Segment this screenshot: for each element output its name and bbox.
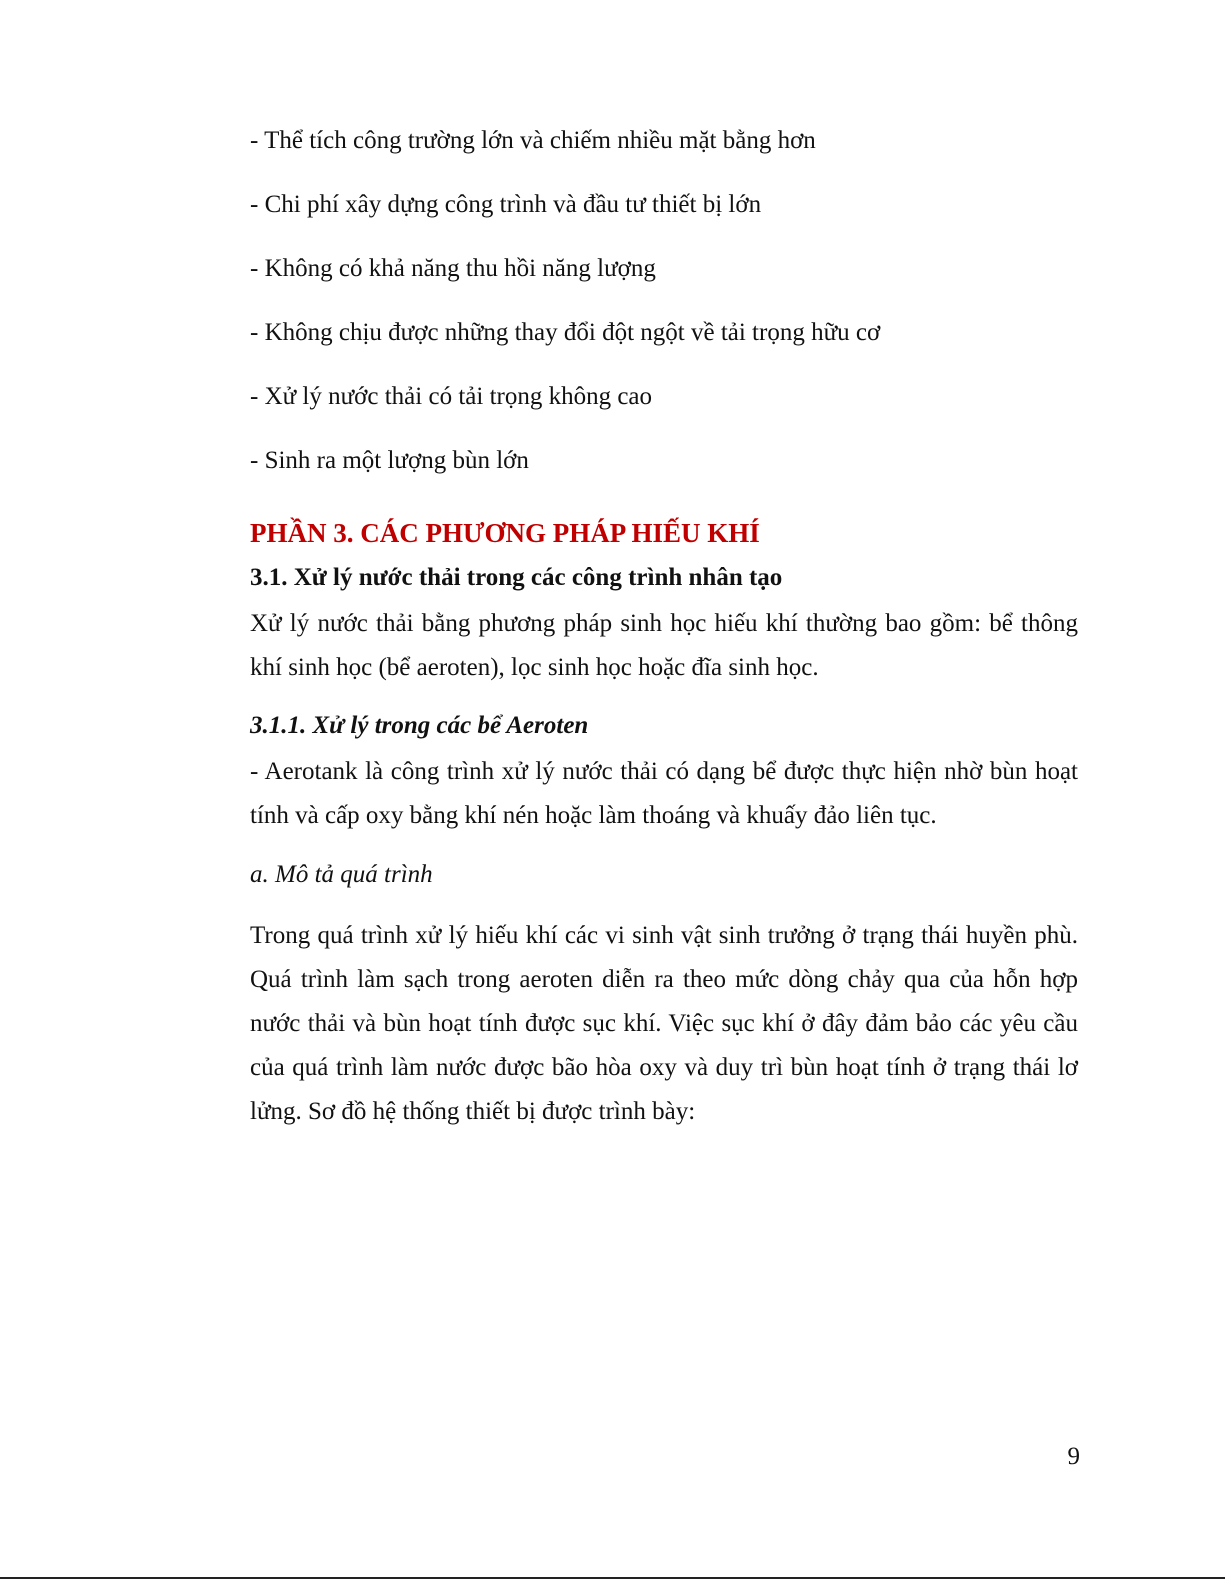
bullet-item: - Xử lý nước thải có tải trọng không cao bbox=[250, 383, 653, 410]
bullet-item: - Sinh ra một lượng bùn lớn bbox=[250, 447, 529, 474]
section-title: PHẦN 3. CÁC PHƯƠNG PHÁP HIẾU KHÍ bbox=[250, 518, 760, 548]
bullet-item: - Thể tích công trường lớn và chiếm nhiều mặt bằng hơn bbox=[250, 127, 816, 154]
subsubsection-title: 3.1.1. Xử lý trong các bể Aeroten bbox=[250, 712, 589, 739]
bullet-item: - Không có khả năng thu hồi năng lượng bbox=[250, 255, 656, 282]
subsubsection-description-paragraph: - Aerotank là công trình xử lý nước thải có dạng bể được thực hiện nhờ bùn hoạt tính và cấp oxy bằng khí nén hoặc làm thoáng và khuấy đảo liên tục. bbox=[250, 758, 1078, 829]
item-a-body-paragraph: Trong quá trình xử lý hiếu khí các vi sinh vật sinh trưởng ở trạng thái huyền phù. Quá trình làm sạch trong aeroten diễn ra theo mức dòng chảy qua của hỗn hợp nước thải và bùn hoạt tính được sục khí. Việc sục khí ở đây đảm bảo các yêu cầu của quá trình làm nước được bão hòa oxy và duy trì bùn hoạt tính ở trạng thái lơ lửng. Sơ đồ hệ thống thiết bị được trình bày: bbox=[250, 922, 1078, 1125]
page-content bbox=[250, 126, 1078, 1134]
item-a-title: a. Mô tả quá trình bbox=[250, 861, 433, 888]
page-number: 9 bbox=[1067, 1443, 1080, 1470]
subsection-title: 3.1. Xử lý nước thải trong các công trình nhân tạo bbox=[250, 564, 783, 591]
subsection-intro-paragraph: Xử lý nước thải bằng phương pháp sinh học hiếu khí thường bao gồm: bể thông khí sinh học (bể aeroten), lọc sinh học hoặc đĩa sinh học. bbox=[250, 610, 1078, 681]
bullet-item: - Không chịu được những thay đổi đột ngột về tải trọng hữu cơ bbox=[250, 319, 881, 346]
bullet-item: - Chi phí xây dựng công trình và đầu tư thiết bị lớn bbox=[250, 191, 762, 218]
bottom-rule bbox=[0, 1577, 1225, 1579]
